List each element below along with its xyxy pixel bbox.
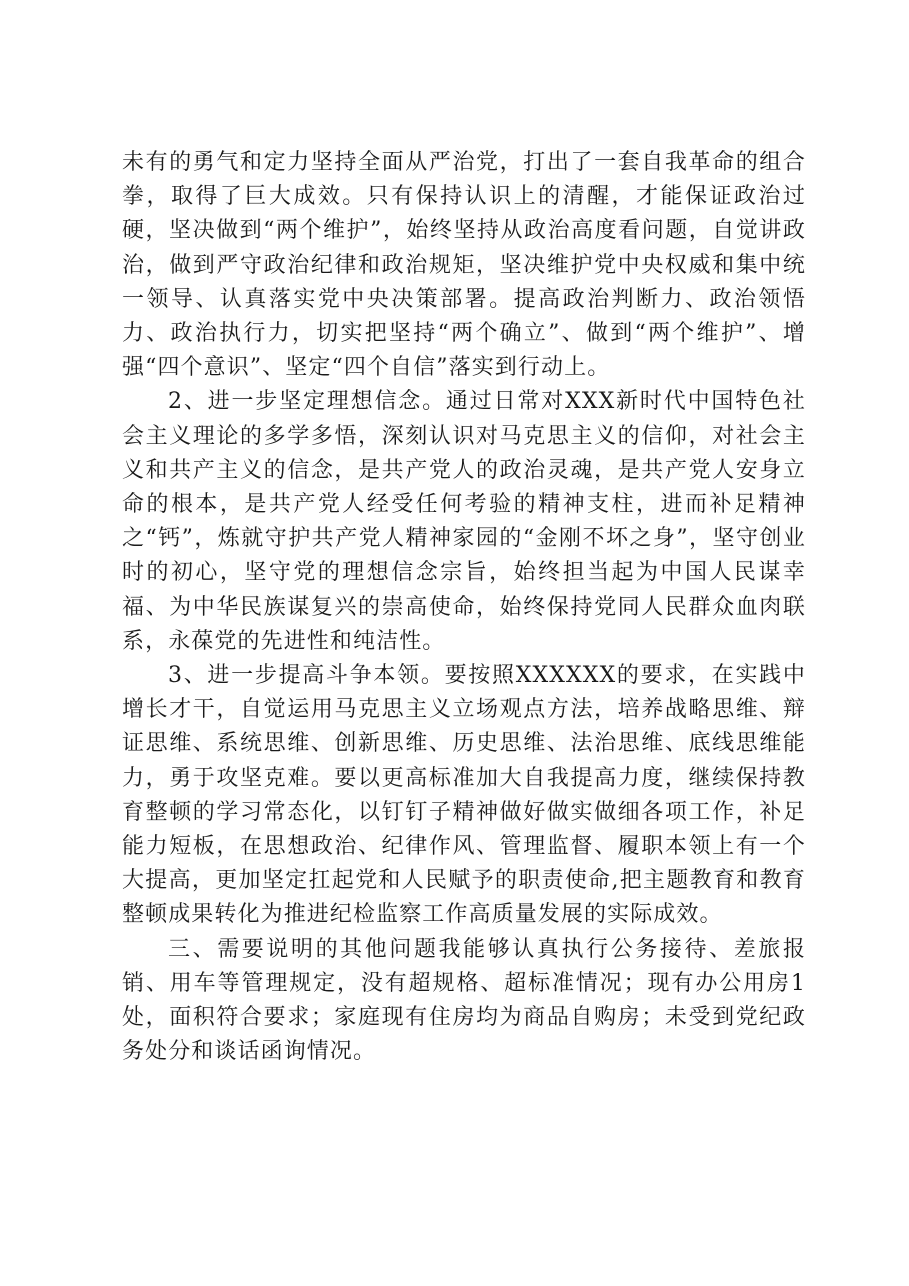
paragraph-other-issues: 三、需要说明的其他问题我能够认真执行公务接待、差旅报销、用车等管理规定，没有超规格、超标准情况；现有办公用房1处，面积符合要求；家庭现有住房均为商品自购房；未受到党纪政务处分和谈话函询情况。 xyxy=(122,936,806,1065)
paragraph-struggle-skills: 3、进一步提高斗争本领。要按照XXXXXX的要求，在实践中增长才干，自觉运用马克思主义立场观点方法，培养战略思维、辩证思维、系统思维、创新思维、历史思维、法治思维、底线思维能力，勇于攻坚克难。要以更高标准加大自我提高力度，继续保持教育整顿的学习常态化，以钉钉子精神做好做实做细各项工作，补足能力短板，在思想政治、纪律作风、管理监督、履职本领上有一个大提高，更加坚定扛起党和人民赋予的职责使命,把主题教育和教育整顿成果转化为推进纪检监察工作高质量发展的实际成效。 xyxy=(122,663,806,928)
document-body xyxy=(122,146,806,1069)
paragraph-continuation: 未有的勇气和定力坚持全面从严治党，打出了一套自我革命的组合拳，取得了巨大成效。只有保持认识上的清醒，才能保证政治过硬，坚决做到“两个维护”，始终坚持从政治高度看问题，自觉讲政治，做到严守政治纪律和政治规矩，坚决维护党中央权威和集中统一领导、认真落实党中央决策部署。提高政治判断力、政治领悟力、政治执行力，切实把坚持“两个确立”、做到“两个维护”、增强“四个意识”、坚定“四个自信”落实到行动上。 xyxy=(122,150,806,381)
paragraph-ideals-beliefs: 2、进一步坚定理想信念。通过日常对XXX新时代中国特色社会主义理论的多学多悟，深刻认识对马克思主义的信仰，对社会主义和共产主义的信念，是共产党人的政治灵魂，是共产党人安身立命的根本，是共产党人经受任何考验的精神支柱，进而补足精神之“钙”，炼就守护共产党人精神家园的“金刚不坏之身”，坚守创业时的初心，坚守党的理想信念宗旨，始终担当起为中国人民谋幸福、为中华民族谋复兴的崇高使命，始终保持党同人民群众血肉联系，永葆党的先进性和纯洁性。 xyxy=(122,389,806,654)
